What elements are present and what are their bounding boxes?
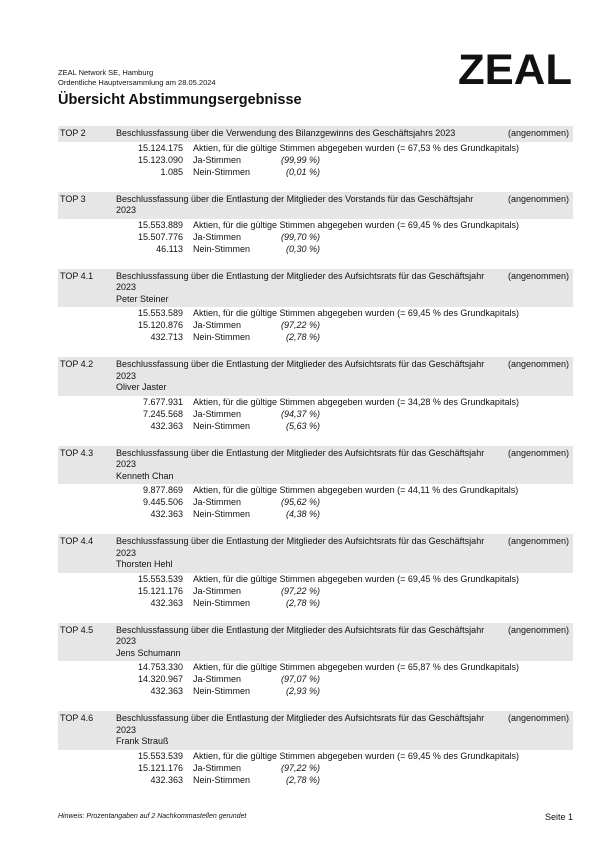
valid-votes-row [58,484,573,496]
valid-votes-count: 14.753.330 [137,662,183,672]
no-votes-count: 46.113 [156,243,183,254]
agenda-item-header [58,126,573,142]
no-votes-row [58,774,573,786]
yes-votes-row [58,154,573,166]
yes-votes-label: Ja-Stimmen [193,674,242,684]
agenda-item-header [58,357,573,396]
valid-votes-row [58,750,573,762]
no-votes-row [58,597,573,609]
yes-votes-label: Ja-Stimmen [193,231,242,242]
resolution-text: Beschlussfassung über die Entlastung der Mitglieder des Aufsichtsrats für das Geschäftsjahr 2023 [116,624,485,646]
no-votes-percent: (2,78 %) [285,332,320,342]
yes-votes-percent: (99,99 %) [280,154,320,165]
agenda-item-header [58,446,573,485]
valid-votes-count: 7.677.931 [142,396,183,407]
resolution-status: (angenommen) [507,128,569,138]
no-votes-row [58,331,573,343]
yes-votes-row [58,585,573,597]
valid-votes-text: Aktien, für die gültige Stimmen abgegeben wurden (= 44,11 % des Grundkapitals) [193,485,519,495]
board-member-name: Thorsten Hehl [116,559,173,569]
valid-votes-text: Aktien, für die gültige Stimmen abgegeben wurden (= 69,45 % des Grundkapitals) [193,219,519,230]
top-number: TOP 4.3 [60,447,94,458]
no-votes-percent: (0,01 %) [285,166,320,177]
agenda-item [58,357,573,432]
resolution-status: (angenommen) [507,713,569,723]
resolution-status: (angenommen) [507,270,569,281]
top-number: TOP 4.6 [60,713,94,723]
yes-votes-row [58,319,573,331]
resolution-text: Beschlussfassung über die Entlastung der Mitglieder des Aufsichtsrats für das Geschäftsjahr 2023 [116,447,485,469]
no-votes-label: Nein-Stimmen [193,166,251,177]
no-votes-label: Nein-Stimmen [193,243,251,254]
yes-votes-label: Ja-Stimmen [193,497,242,507]
resolution-status: (angenommen) [507,359,569,369]
agenda-item-header [58,269,573,308]
yes-votes-percent: (94,37 %) [280,408,320,419]
page-number: Seite 1 [544,812,573,822]
agenda-item [58,534,573,609]
yes-votes-count: 15.121.176 [137,585,183,596]
yes-votes-row [58,231,573,243]
resolution-text: Beschlussfassung über die Verwendung des Bilanzgewinns des Geschäftsjahrs 2023 [116,128,456,138]
no-votes-count: 432.363 [150,774,183,785]
zeal-logo [458,46,574,90]
agenda-item-header [58,711,573,750]
agenda-item [58,269,573,344]
yes-votes-row [58,762,573,774]
valid-votes-text: Aktien, für die gültige Stimmen abgegeben wurden (= 69,45 % des Grundkapitals) [193,308,519,318]
top-number: TOP 4.1 [60,270,94,281]
yes-votes-percent: (95,62 %) [280,497,320,507]
yes-votes-label: Ja-Stimmen [193,320,242,330]
no-votes-percent: (2,78 %) [285,774,320,785]
yes-votes-count: 15.120.876 [137,320,183,330]
company-name: ZEAL Network SE, Hamburg [58,68,154,77]
voting-results-list [58,126,573,800]
agenda-item-header [58,192,573,219]
valid-votes-row [58,219,573,231]
valid-votes-count: 15.553.539 [137,573,183,584]
yes-votes-count: 15.507.776 [137,231,183,242]
no-votes-label: Nein-Stimmen [193,686,251,696]
no-votes-percent: (2,93 %) [285,686,320,696]
meeting-date: Ordentliche Hauptversammlung am 28.05.2024 [58,78,216,87]
agenda-item [58,623,573,698]
resolution-status: (angenommen) [507,193,569,204]
yes-votes-count: 9.445.506 [142,497,183,507]
no-votes-label: Nein-Stimmen [193,509,251,519]
valid-votes-count: 15.124.175 [137,142,183,153]
no-votes-label: Nein-Stimmen [193,332,251,342]
no-votes-count: 1.085 [160,166,183,177]
board-member-name: Oliver Jaster [116,382,167,392]
yes-votes-label: Ja-Stimmen [193,762,242,773]
agenda-item [58,192,573,255]
no-votes-count: 432.713 [150,332,183,342]
resolution-text: Beschlussfassung über die Entlastung der Mitglieder des Aufsichtsrats für das Geschäftsjahr 2023 [116,536,485,558]
agenda-item [58,711,573,786]
resolution-description [116,448,486,483]
yes-votes-count: 7.245.568 [142,408,183,419]
resolution-text: Beschlussfassung über die Entlastung der Mitglieder des Aufsichtsrats für das Geschäftsjahr 2023 [116,359,485,381]
resolution-description [116,128,486,140]
yes-votes-percent: (97,22 %) [280,762,320,773]
no-votes-label: Nein-Stimmen [193,420,251,431]
valid-votes-row [58,396,573,408]
yes-votes-label: Ja-Stimmen [193,408,242,419]
yes-votes-percent: (97,22 %) [280,585,320,596]
valid-votes-row [58,142,573,154]
resolution-text: Beschlussfassung über die Entlastung der Mitglieder des Aufsichtsrats für das Geschäftsjahr 2023 [116,270,485,292]
yes-votes-count: 15.123.090 [137,154,183,165]
resolution-status: (angenommen) [507,624,569,635]
valid-votes-text: Aktien, für die gültige Stimmen abgegeben wurden (= 34,28 % des Grundkapitals) [193,396,519,407]
resolution-description [116,271,486,306]
resolution-description [116,359,486,394]
valid-votes-text: Aktien, für die gültige Stimmen abgegeben wurden (= 67,53 % des Grundkapitals) [193,142,519,153]
board-member-name: Peter Steiner [116,293,169,304]
valid-votes-count: 15.553.589 [137,308,183,318]
company-info [58,68,216,88]
no-votes-label: Nein-Stimmen [193,597,251,608]
yes-votes-percent: (97,22 %) [280,320,320,330]
no-votes-count: 432.363 [150,509,183,519]
agenda-item [58,446,573,521]
yes-votes-label: Ja-Stimmen [193,585,242,596]
resolution-description [116,194,486,217]
yes-votes-row [58,673,573,685]
no-votes-row [58,166,573,178]
valid-votes-count: 15.553.539 [137,750,183,761]
yes-votes-count: 15.121.176 [137,762,183,773]
top-number: TOP 4.5 [60,624,94,635]
top-number: TOP 2 [60,128,86,138]
no-votes-percent: (4,38 %) [285,509,320,519]
no-votes-count: 432.363 [150,686,183,696]
resolution-description [116,713,486,748]
yes-votes-percent: (99,70 %) [280,231,320,242]
yes-votes-row [58,408,573,420]
resolution-text: Beschlussfassung über die Entlastung der Mitglieder des Aufsichtsrats für das Geschäftsjahr 2023 [116,713,485,735]
no-votes-row [58,508,573,520]
valid-votes-count: 15.553.889 [137,219,183,230]
top-number: TOP 3 [60,193,86,204]
page-title: Übersicht Abstimmungsergebnisse [58,92,302,108]
valid-votes-count: 9.877.869 [142,485,183,495]
agenda-item [58,126,573,178]
yes-votes-percent: (97,07 %) [280,674,320,684]
valid-votes-text: Aktien, für die gültige Stimmen abgegeben wurden (= 65,87 % des Grundkapitals) [193,662,519,672]
resolution-text: Beschlussfassung über die Entlastung der Mitglieder des Vorstands für das Geschäftsjahr 2023 [116,193,474,215]
top-number: TOP 4.4 [60,536,94,546]
yes-votes-label: Ja-Stimmen [193,154,242,165]
valid-votes-text: Aktien, für die gültige Stimmen abgegeben wurden (= 69,45 % des Grundkapitals) [193,573,519,584]
no-votes-count: 432.363 [150,420,183,431]
valid-votes-text: Aktien, für die gültige Stimmen abgegeben wurden (= 69,45 % des Grundkapitals) [193,750,519,761]
resolution-description [116,625,486,660]
logo-text: ZEAL [458,46,572,90]
yes-votes-row [58,496,573,508]
no-votes-count: 432.363 [150,597,183,608]
valid-votes-row [58,573,573,585]
top-number: TOP 4.2 [60,359,94,369]
no-votes-row [58,685,573,697]
board-member-name: Frank Strauß [116,736,169,746]
valid-votes-row [58,661,573,673]
valid-votes-row [58,307,573,319]
agenda-item-header [58,534,573,573]
no-votes-row [58,420,573,432]
no-votes-percent: (0,30 %) [285,243,320,254]
agenda-item-header [58,623,573,662]
resolution-description [116,536,486,571]
no-votes-row [58,243,573,255]
resolution-status: (angenommen) [507,447,569,458]
board-member-name: Jens Schumann [116,647,181,658]
board-member-name: Kenneth Chan [116,470,174,481]
no-votes-percent: (2,78 %) [285,597,320,608]
no-votes-percent: (5,63 %) [285,420,320,431]
yes-votes-count: 14.320.967 [137,674,183,684]
resolution-status: (angenommen) [507,536,569,546]
no-votes-label: Nein-Stimmen [193,774,251,785]
rounding-note: Hinweis: Prozentangaben auf 2 Nachkommastellen gerundet [58,813,247,820]
